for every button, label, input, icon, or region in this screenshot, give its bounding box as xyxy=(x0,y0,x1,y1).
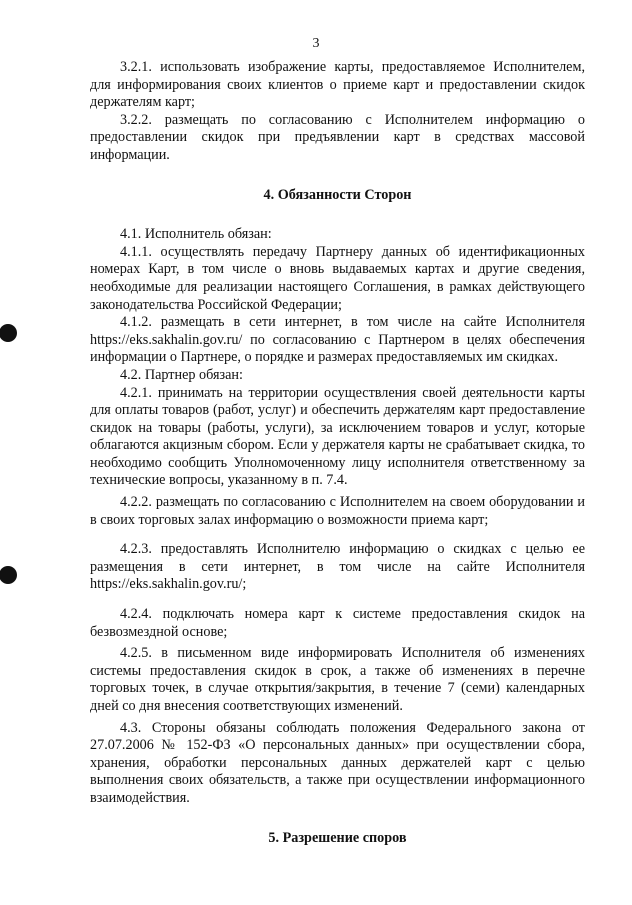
clause-4-1-1: 4.1.1. осуществлять передачу Партнеру данных об идентификационных номерах Карт, в том числе о вновь выдаваемых картах и другие сведения, необходимые для реализации настоящего Соглашения, в рамках действующего законодательства Российской Федерации; xyxy=(90,243,585,313)
clause-4-2-1: 4.2.1. принимать на территории осуществления своей деятельности карты для оплаты товаров (работ, услуг) и обеспечить держателям карт предоставление скидок на товары (работы, услуги), за исключением товаров и услуг, которые облагаются акцизным сбором. Если у держателя карты не срабатывает скидка, то необходимо сообщить Уполномоченному лицу исполнителя ответственному за технические вопросы, указанному в п. 7.4. xyxy=(90,384,585,489)
clause-3-2-1: 3.2.1. использовать изображение карты, предоставляемое Исполнителем, для информирования своих клиентов о приеме карт и предоставлении скидок держателям карт; xyxy=(90,59,585,111)
page-number: 3 xyxy=(312,36,320,51)
clause-3-2-2: 3.2.2. размещать по согласованию с Исполнителем информацию о предоставлении скидок при предъявлении карт в средствах массовой информации. xyxy=(90,111,585,163)
clause-4-2-3: 4.2.3. предоставлять Исполнителю информацию о скидках с целью ее размещения в сети интернет, в том числе на сайте Исполнителя https://eks.sakhalin.gov.ru/; xyxy=(90,541,585,593)
clause-4-3: 4.3. Стороны обязаны соблюдать положения Федерального закона от 27.07.2006 № 152-ФЗ «О персональных данных» при осуществлении сбора, хранения, обработки персональных данных держателей карт с целью выполнения своих обязательств, а также при осуществлении информационного взаимодействия. xyxy=(90,719,585,806)
clause-4-2-5: 4.2.5. в письменном виде информировать Исполнителя об изменениях системы предоставления скидок в срок, а также об изменениях в перечне торговых точек, в случае открытия/закрытия, в течение 7 (семи) календарных дней со дня внесения соответствующих изменений. xyxy=(90,645,585,714)
clause-4-2-4: 4.2.4. подключать номера карт к системе предоставления скидок на безвозмездной основе; xyxy=(90,606,585,640)
document-body xyxy=(90,59,585,847)
binder-hole-top xyxy=(0,324,17,342)
clause-4-1-2: 4.1.2. размещать в сети интернет, в том числе на сайте Исполнителя https://eks.sakhalin.gov.ru/ по согласованию с Партнером в целях обеспечения информации о Партнере, о порядке и размерах предоставляемых им скидках. xyxy=(90,314,585,366)
section-4-heading: 4. Обязанности Сторон xyxy=(263,186,412,203)
clause-4-2: 4.2. Партнер обязан: xyxy=(120,366,243,383)
binder-hole-bottom xyxy=(0,566,17,584)
clause-4-2-2: 4.2.2. размещать по согласованию с Исполнителем на своем оборудовании и в своих торговых залах информацию о возможности приема карт; xyxy=(90,494,585,528)
section-5-heading: 5. Разрешение споров xyxy=(268,829,407,846)
clause-4-1: 4.1. Исполнитель обязан: xyxy=(120,226,272,243)
